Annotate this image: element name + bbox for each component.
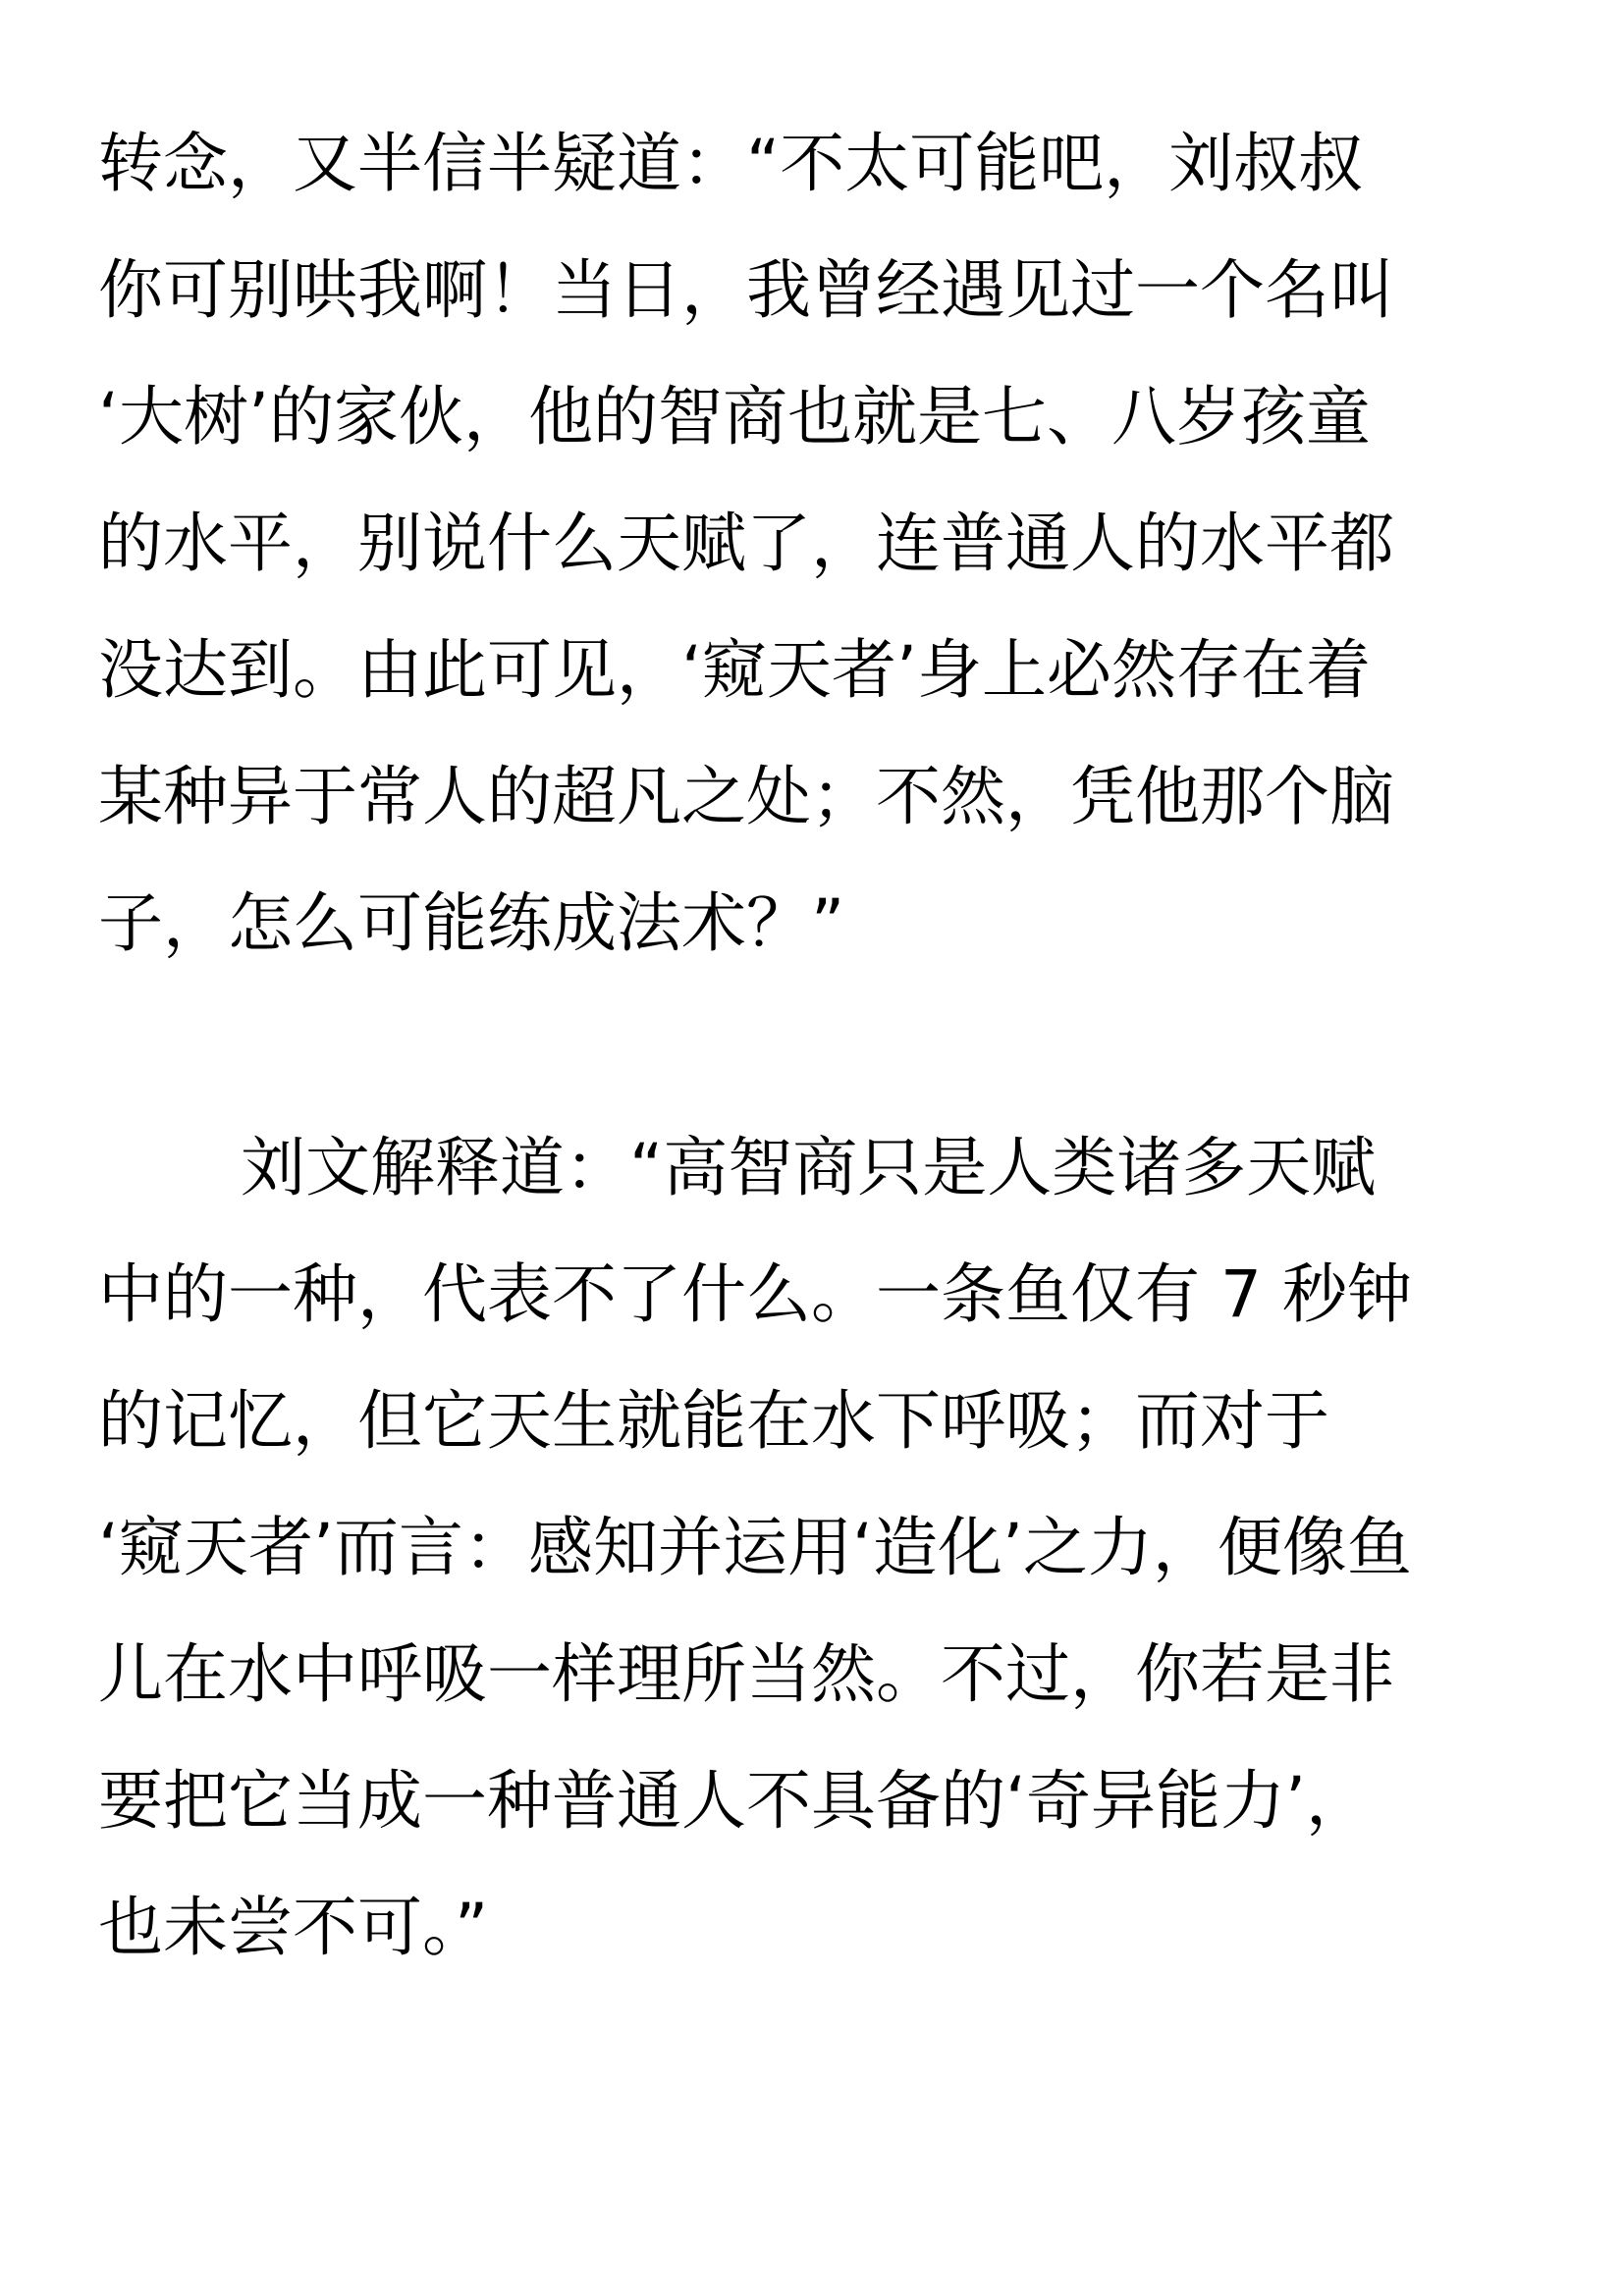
paragraph-1 xyxy=(98,100,1532,987)
text-line: 没达到。由此可见，‘窥天者’身上必然存在着 xyxy=(98,632,1371,708)
text-line: 刘文解释道：“高智商只是人类诸多天赋 xyxy=(241,1130,1377,1205)
text-line: ‘大树’的家伙，他的智商也就是七、八岁孩童 xyxy=(98,379,1371,454)
text-line: 也未尝不可。” xyxy=(98,1890,489,1965)
text-line: 你可别哄我啊！当日，我曾经遇见过一个名叫 xyxy=(98,252,1394,328)
paragraph-2 xyxy=(98,1104,1532,1991)
text-line: 要把它当成一种普通人不具备的‘奇异能力’， xyxy=(98,1763,1371,1839)
text-line: 儿在水中呼吸一样理所当然。不过，你若是非 xyxy=(98,1636,1394,1712)
text-line: ‘窥天者’而言：感知并运用‘造化’之力，便像鱼 xyxy=(98,1510,1412,1585)
text-line: 的记忆，但它天生就能在水下呼吸；而对于 xyxy=(98,1383,1329,1459)
text-line: 子，怎么可能练成法术？” xyxy=(98,885,845,961)
text-line: 某种异于常人的超凡之处；不然，凭他那个脑 xyxy=(98,759,1394,834)
text-line: 的水平，别说什么天赋了，连普通人的水平都 xyxy=(98,506,1394,581)
text-line: 转念，又半信半疑道：“不太可能吧，刘叔叔 xyxy=(98,126,1364,201)
text-line: 中的一种，代表不了什么。一条鱼仅有 7 秒钟 xyxy=(98,1256,1412,1332)
